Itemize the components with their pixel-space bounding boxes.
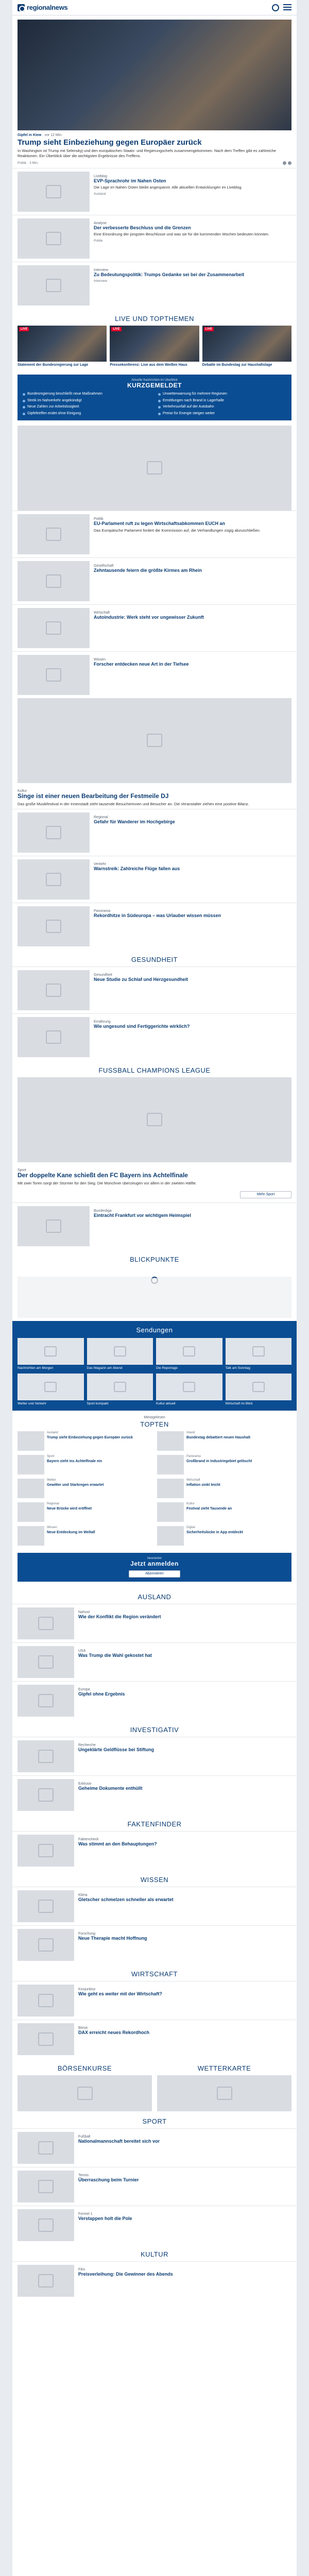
sendung-thumbnail[interactable] (87, 1338, 153, 1365)
topten-text[interactable] (186, 1502, 232, 1522)
boersen-wetter (12, 2058, 297, 2111)
faktenfinder-title: FAKTENFINDER (127, 1820, 182, 1828)
sendung-card[interactable] (226, 1374, 292, 1406)
newsletter-label: Newsletter (147, 1557, 162, 1561)
champions-kicker: Sport (18, 1168, 26, 1172)
topten-text[interactable] (186, 1479, 220, 1498)
topten-kicker: Ausland (47, 1431, 58, 1435)
investigativ-title: INVESTIGATIV (130, 1726, 179, 1734)
article-row[interactable] (12, 903, 297, 950)
article-row[interactable] (12, 967, 297, 1013)
gesundheit-title: GESUNDHEIT (131, 955, 178, 963)
kurzgemeldet-item[interactable]: Verkehrsunfall auf der Autobahn (158, 405, 286, 410)
logo-icon (18, 4, 25, 11)
topten-kicker: Wirtschaft (186, 1479, 200, 1482)
article-text (78, 2209, 291, 2241)
lead-kicker: Gipfel in Kiew · vor 12 Min. (18, 133, 63, 137)
article-text (78, 1890, 291, 1922)
article-kicker: Ernährung (94, 1020, 111, 1024)
article-thumbnail[interactable] (18, 218, 90, 259)
article-text (78, 1685, 291, 1717)
wide-image[interactable] (18, 426, 291, 511)
sendung-card[interactable] (18, 1374, 84, 1406)
article-thumbnail[interactable] (18, 265, 90, 306)
article-kicker: Wirtschaft (94, 611, 110, 615)
article-thumbnail[interactable] (18, 1835, 74, 1867)
wissen-title: WISSEN (140, 1876, 169, 1884)
article-thumbnail[interactable] (18, 2171, 74, 2202)
live-section-title: LIVE UND TOPTHEMEN (115, 314, 194, 323)
newsletter-title: Jetzt anmelden (130, 1560, 179, 1568)
kurzgemeldet-item[interactable]: Unwetterwarnung für mehrere Regionen (158, 392, 286, 397)
article-thumbnail[interactable] (18, 1685, 74, 1717)
topten-kicker: Regional (47, 1502, 59, 1506)
article-thumbnail[interactable] (18, 172, 90, 212)
topten-title[interactable]: Neue Entdeckung im Weltall (47, 1530, 95, 1534)
article-kicker: Liveblog (94, 174, 108, 178)
article-text (94, 218, 291, 259)
bookmark-icon[interactable] (288, 161, 291, 165)
sendung-card[interactable] (156, 1374, 222, 1406)
article-title[interactable]: Was Trump die Wahl gekostet hat (78, 1653, 152, 1658)
sendung-caption[interactable]: Wirtschaft im Blick (225, 1401, 253, 1405)
live-video-thumbnail[interactable] (110, 326, 199, 362)
article-thumbnail[interactable] (18, 514, 90, 554)
article-kicker: Nahost (78, 1611, 90, 1615)
sendung-caption[interactable]: Kultur aktuell (156, 1401, 176, 1405)
sendung-thumbnail[interactable] (156, 1338, 222, 1365)
article-thumbnail[interactable] (18, 1929, 74, 1961)
article-meta: Ausland (94, 192, 106, 196)
topten-text[interactable] (47, 1526, 95, 1546)
topten-text[interactable] (47, 1431, 133, 1451)
article-text (94, 859, 291, 900)
newsletter-button[interactable]: Abonnieren (129, 1570, 180, 1578)
article-title[interactable]: Was stimmt an den Behauptungen? (78, 1841, 157, 1847)
topten-title[interactable]: Festival zieht Tausende an (186, 1506, 232, 1511)
lead-image (18, 20, 291, 130)
topten-title[interactable]: Bundestag debattiert neuen Haushalt (186, 1435, 251, 1439)
wetter-widget[interactable] (157, 2075, 291, 2111)
article-text (94, 1017, 291, 1057)
topten-title[interactable]: Trump sieht Einbeziehung gegen Europäer zurück (47, 1435, 133, 1439)
champions-article[interactable] (12, 1162, 297, 1188)
sendung-caption[interactable]: Sport kompakt (87, 1401, 109, 1405)
article-kicker: Gesundheit (94, 973, 112, 977)
article-title[interactable]: Gefahr für Wanderer im Hochgebirge (94, 819, 175, 824)
sendung-caption[interactable]: Talk am Sonntag (225, 1366, 250, 1370)
article-title[interactable]: Rekordhitze in Südeuropa – was Urlauber wissen müssen (94, 912, 221, 918)
sendungen-band (12, 1321, 297, 1411)
article-thumbnail[interactable] (18, 2265, 74, 2297)
article-kicker: Konjunktur (78, 1988, 96, 1992)
topten-item[interactable] (18, 1479, 152, 1498)
article-thumbnail[interactable] (18, 1740, 74, 1772)
kurzgemeldet-item[interactable]: Neue Zahlen zur Arbeitslosigkeit (23, 405, 151, 410)
sendung-caption[interactable]: Die Reportage (156, 1366, 178, 1370)
sendung-caption[interactable]: Das Magazin am Abend (87, 1366, 123, 1370)
article-row[interactable] (12, 262, 297, 309)
article-title[interactable]: Nationalmannschaft bereitet sich vor (78, 2139, 160, 2144)
site-logo[interactable] (18, 4, 67, 11)
article-title[interactable]: Zehntausende feiern die größte Kirmes am Rhein (94, 567, 202, 573)
article-kicker: Fußball (78, 2135, 91, 2139)
article-kicker: USA (78, 1649, 86, 1653)
wetter-title: WETTERKARTE (197, 2064, 251, 2073)
article-row[interactable] (12, 1604, 297, 1642)
sendungen-title: Sendungen (136, 1326, 173, 1334)
article-text (94, 906, 291, 946)
sport-title: SPORT (142, 2117, 167, 2126)
live-badge: LIVE (204, 327, 214, 331)
topten-item[interactable] (157, 1431, 291, 1451)
topten-thumbnail[interactable] (18, 1479, 44, 1498)
search-icon[interactable] (272, 4, 279, 11)
champions-title: FUSSBALL CHAMPIONS LEAGUE (98, 1066, 211, 1074)
sendung-thumbnail[interactable] (226, 1338, 292, 1365)
article-thumbnail[interactable] (18, 655, 90, 695)
topten-thumbnail[interactable] (157, 1455, 184, 1475)
article-teaser: Die Lage im Nahen Osten bleibt angespannt. Alle aktuellen Entwicklungen im Liveblog. (94, 185, 243, 190)
article-title[interactable]: Warnstreik: Zahlreiche Flüge fallen aus (94, 866, 180, 871)
article-title[interactable]: Verstappen holt die Pole (78, 2216, 132, 2222)
article-row[interactable] (12, 215, 297, 262)
article-title[interactable]: Wie der Konflikt die Region verändert (78, 1614, 161, 1620)
newsletter-box (18, 1553, 291, 1582)
article-kicker: Formel 1 (78, 2212, 93, 2216)
article-row[interactable] (12, 604, 297, 651)
live-video-thumbnail[interactable] (18, 326, 107, 362)
article-title[interactable]: Preisverleihung: Die Gewinner des Abends (78, 2272, 173, 2277)
topten-thumbnail[interactable] (18, 1455, 44, 1475)
article-kicker: Bundesliga (94, 1209, 112, 1213)
more-sport-button[interactable]: Mehr Sport (240, 1191, 291, 1198)
article-kicker: Klima (78, 1893, 88, 1897)
article-title[interactable]: Forscher entdecken neue Art in der Tiefsee (94, 661, 189, 667)
article-text (94, 561, 291, 601)
live-card[interactable] (202, 326, 291, 367)
article-kicker: Regional (94, 815, 108, 819)
topten-kicker: Digital (186, 1526, 195, 1530)
topten-text[interactable] (186, 1526, 243, 1546)
article-kicker: Politik (94, 517, 104, 521)
topten-item[interactable] (18, 1526, 152, 1546)
article-meta: Politik (94, 239, 103, 243)
article-thumbnail[interactable] (18, 1646, 74, 1678)
article-text (78, 2132, 291, 2164)
ausland-title: AUSLAND (138, 1593, 171, 1601)
article-kicker: Recherche (78, 1743, 96, 1748)
article-text (94, 1206, 291, 1246)
sendung-thumbnail[interactable] (226, 1374, 292, 1400)
article-text (78, 1779, 291, 1811)
topten-text[interactable] (47, 1455, 102, 1475)
article-title[interactable]: Wie geht es weiter mit der Wirtschaft? (78, 1991, 162, 1997)
live-card[interactable] (18, 326, 107, 367)
topten-title[interactable]: Sicherheitslücke in App entdeckt (186, 1530, 243, 1534)
article-kicker: Exklusiv (78, 1782, 92, 1786)
article-row[interactable] (12, 168, 297, 215)
topten-thumbnail[interactable] (157, 1479, 184, 1498)
article-kicker: Verkehr (94, 862, 107, 866)
menu-icon[interactable] (283, 4, 291, 10)
live-badge: LIVE (19, 327, 29, 331)
topten-kicker: Wissen (47, 1526, 57, 1530)
live-card-caption[interactable]: Debatte im Bundestag zur Haushaltslage (202, 363, 272, 367)
article-row[interactable] (12, 557, 297, 604)
article-row[interactable] (12, 1981, 297, 2020)
article-thumbnail[interactable] (18, 1890, 74, 1922)
article-thumbnail[interactable] (18, 859, 90, 900)
topten-title[interactable]: Großbrand in Industriegebiet gelöscht (186, 1459, 252, 1463)
topten-thumbnail[interactable] (157, 1526, 184, 1546)
kurzgemeldet-box (18, 375, 291, 420)
topten-item[interactable] (18, 1502, 152, 1522)
lead-meta: Politik · 3 Min. (18, 161, 291, 165)
article-row[interactable] (12, 1887, 297, 1925)
article-text (78, 1929, 291, 1961)
loading-spinner (151, 1277, 158, 1284)
article-text (78, 2023, 291, 2055)
live-card-caption[interactable]: Pressekonferenz: Live aus dem Weißen Haus (110, 363, 187, 367)
kurzgemeldet-item[interactable]: Ermittlungen nach Brand in Lagerhalle (158, 399, 286, 403)
kultur-title: KULTUR (140, 2250, 169, 2259)
article-row[interactable] (12, 1642, 297, 1681)
lead-title[interactable]: Trump sieht Einbeziehung gegen Europäer zurück (18, 138, 202, 147)
site-header (12, 0, 297, 15)
topten-title[interactable]: Inflation sinkt leicht (186, 1483, 220, 1487)
article-kicker: Forschung (78, 1932, 96, 1936)
lead-teaser: In Washington ist Trump mit Selenskyj und den europäischen Staats- und Regierungschefs zusammengekommen. Nach dem Treffen gibt es zahlreiche Reaktionen. Ein Überblick über die wichtigsten Ergebnisse des Treffens. (18, 148, 276, 159)
article-thumbnail[interactable] (18, 1779, 74, 1811)
topten-kicker: Kultur (186, 1502, 195, 1506)
kurzgemeldet-item[interactable]: Bundesregierung beschließt neue Maßnahmen (23, 392, 151, 397)
article-row[interactable] (12, 1013, 297, 1060)
champions-teaser: Mit zwei Toren sorgt der Stürmer für den Sieg. Die Münchner überzeugen vor allem in der zweiten Hälfte. (18, 1180, 197, 1185)
sendung-card[interactable] (87, 1338, 153, 1370)
article-thumbnail[interactable] (18, 561, 90, 601)
topten-kicker: Wetter (47, 1479, 56, 1482)
article-thumbnail[interactable] (18, 1985, 74, 2016)
logo-text: regionalnews (27, 4, 68, 11)
sendung-card[interactable] (226, 1338, 292, 1370)
article-row[interactable] (12, 809, 297, 856)
article-kicker: Film (78, 2268, 85, 2272)
topten-title[interactable]: Gewitter und Starkregen erwartet (47, 1483, 104, 1487)
topten-title[interactable]: Neue Brücke wird eröffnet (47, 1506, 92, 1511)
article-thumbnail[interactable] (18, 1607, 74, 1639)
topten-item[interactable] (18, 1455, 152, 1475)
article-kicker: Tennis (78, 2174, 89, 2178)
article-text (78, 1835, 291, 1867)
feature-kicker: Kultur (18, 789, 27, 793)
article-kicker: Interview (94, 268, 109, 272)
article-thumbnail[interactable] (18, 2132, 74, 2164)
topten-title: TOPTEN (140, 1420, 169, 1429)
article-teaser: Das Europäische Parlament fordert die Kommission auf, die Verhandlungen zügig abzuschließen. (94, 528, 261, 533)
wirtschaft-title: WIRTSCHAFT (131, 1970, 178, 1978)
article-title[interactable]: Gipfel ohne Ergebnis (78, 1691, 125, 1697)
article-row[interactable] (12, 1681, 297, 1720)
lead-article[interactable] (12, 15, 297, 168)
article-kicker: Analyse (94, 221, 107, 225)
sendung-card[interactable] (87, 1374, 153, 1406)
article-text (78, 1985, 291, 2016)
topten-kicker: Panorama (186, 1455, 201, 1459)
article-text (94, 608, 291, 648)
article-text (94, 172, 291, 212)
article-title[interactable]: Eintracht Frankfurt vor wichtigem Heimspiel (94, 1212, 192, 1218)
topten-kicker: Inland (186, 1431, 195, 1435)
topten-thumbnail[interactable] (18, 1431, 44, 1451)
topten-thumbnail[interactable] (157, 1502, 184, 1522)
article-title[interactable]: Gletscher schmelzen schneller als erwartet (78, 1897, 174, 1903)
article-kicker: Faktencheck (78, 1838, 99, 1842)
article-thumbnail[interactable] (18, 1206, 90, 1246)
sendung-thumbnail[interactable] (18, 1374, 84, 1400)
live-card[interactable] (110, 326, 199, 367)
article-row[interactable] (12, 1202, 297, 1249)
topten-item[interactable] (18, 1431, 152, 1451)
topten-item[interactable] (157, 1502, 291, 1522)
share-icon[interactable] (283, 161, 286, 165)
topten-thumbnail[interactable] (18, 1502, 44, 1522)
article-row[interactable] (12, 1775, 297, 1814)
article-title[interactable]: Neue Studie zu Schlaf und Herzgesundheit (94, 976, 188, 982)
article-kicker: Börse (78, 2026, 88, 2030)
topten-item[interactable] (157, 1455, 291, 1475)
article-kicker: Europa (78, 1688, 90, 1692)
article-title[interactable]: Autoindustrie: Werk steht vor ungewisser Zukunft (94, 614, 204, 620)
article-text (94, 655, 291, 695)
topten-kicker: Sport (47, 1455, 55, 1459)
champions-image[interactable] (18, 1077, 291, 1162)
article-thumbnail[interactable] (18, 608, 90, 648)
article-text (78, 2265, 291, 2297)
article-row[interactable] (12, 2020, 297, 2058)
blickpunkte-area (18, 1277, 291, 1318)
topten-text[interactable] (47, 1479, 104, 1498)
article-title[interactable]: Zu Bedeutungspolitik: Trumps Gedanke sei bei der Zusammenarbeit (94, 272, 245, 277)
article-kicker: Gesellschaft (94, 564, 114, 568)
live-card-caption[interactable]: Statement der Bundesregierung zur Lage (18, 363, 89, 367)
article-text (94, 265, 291, 306)
kurzgemeldet-item[interactable]: Gipfeltreffen endet ohne Einigung (23, 412, 151, 416)
article-text (78, 1607, 291, 1639)
article-title[interactable]: Neue Therapie macht Hoffnung (78, 1936, 147, 1941)
article-title[interactable]: EVP-Sprachrohr im Nahen Osten (94, 178, 166, 183)
sendung-caption[interactable]: Nachrichten am Morgen (18, 1366, 54, 1370)
live-badge: LIVE (111, 327, 121, 331)
topten-text[interactable] (186, 1431, 250, 1451)
article-text (94, 514, 291, 554)
article-row[interactable] (12, 511, 297, 557)
topten-thumbnail[interactable] (18, 1526, 44, 1546)
article-teaser: Eine Einordnung der jüngsten Beschlüsse und was sie für die kommenden Wochen bedeuten könnten. (94, 232, 269, 237)
article-text (78, 1740, 291, 1772)
topten-label: Meistgelesen (144, 1416, 165, 1420)
article-row[interactable] (12, 856, 297, 903)
article-row[interactable] (12, 2261, 297, 2300)
article-thumbnail[interactable] (18, 970, 90, 1010)
boersen-title: BÖRSENKURSE (57, 2064, 112, 2073)
article-row[interactable] (12, 651, 297, 698)
article-row[interactable] (12, 2206, 297, 2244)
article-text (78, 2171, 291, 2202)
sendung-card[interactable] (156, 1338, 222, 1370)
topten-item[interactable] (157, 1526, 291, 1546)
sendung-thumbnail[interactable] (18, 1338, 84, 1365)
article-meta: Interview (94, 279, 108, 283)
boersen-widget[interactable] (18, 2075, 152, 2111)
feature-title[interactable]: Singe ist einer neuen Bearbeitung der Festmeile DJ (18, 792, 169, 800)
article-row[interactable] (12, 2167, 297, 2206)
feature-image[interactable] (18, 698, 291, 783)
kurzgemeldet-item[interactable]: Streik im Nahverkehr angekündigt (23, 399, 151, 403)
article-text (94, 970, 291, 1010)
article-title[interactable]: Der verbesserte Beschluss und die Grenzen (94, 225, 191, 230)
article-row[interactable] (12, 1925, 297, 1964)
article-title[interactable]: Wie ungesund sind Fertiggerichte wirklich? (94, 1023, 190, 1029)
article-title[interactable]: Überraschung beim Turnier (78, 2177, 139, 2183)
topten-title[interactable]: Bayern zieht ins Achtelfinale ein (47, 1459, 102, 1463)
article-text (78, 1646, 291, 1678)
sendung-thumbnail[interactable] (87, 1374, 153, 1400)
article-kicker: Wissen (94, 657, 106, 662)
feature-teaser: Das große Musikfestival in der Innenstadt zieht tausende Besucherinnen und Besucher an. Die Veranstalter ziehen eine positive Bilanz. (18, 801, 249, 806)
article-thumbnail[interactable] (18, 2023, 74, 2055)
article-title[interactable]: Geheime Dokumente enthüllt (78, 1786, 143, 1791)
live-video-thumbnail[interactable] (202, 326, 291, 362)
feature-article[interactable] (12, 783, 297, 809)
blickpunkte-title: BLICKPUNKTE (130, 1255, 179, 1263)
sendung-caption[interactable]: Wetter und Verkehr (18, 1401, 46, 1405)
topten-text[interactable] (186, 1455, 252, 1475)
sendung-card[interactable] (18, 1338, 84, 1370)
topten-item[interactable] (157, 1479, 291, 1498)
article-thumbnail[interactable] (18, 812, 90, 853)
article-thumbnail[interactable] (18, 2209, 74, 2241)
article-thumbnail[interactable] (18, 1017, 90, 1057)
article-row[interactable] (12, 2128, 297, 2167)
article-row[interactable] (12, 1737, 297, 1775)
article-row[interactable] (12, 1831, 297, 1870)
article-text (94, 812, 291, 853)
kurzgemeldet-title: KURZGEMELDET (127, 381, 182, 389)
topten-text[interactable] (47, 1502, 92, 1522)
article-title[interactable]: Ungeklärte Geldflüsse bei Stiftung (78, 1747, 154, 1753)
kurzgemeldet-label: Aktuelle Nachrichten im Überblick (131, 378, 178, 382)
page (12, 0, 297, 2576)
article-title[interactable]: DAX erreicht neues Rekordhoch (78, 2030, 150, 2036)
sendung-thumbnail[interactable] (156, 1374, 222, 1400)
topten-thumbnail[interactable] (157, 1431, 184, 1451)
article-title[interactable]: EU-Parlament ruft zu legen Wirtschaftsabkommen EUCH an (94, 520, 225, 526)
article-kicker: Panorama (94, 909, 111, 913)
kurzgemeldet-item[interactable]: Preise für Energie steigen weiter (158, 412, 286, 416)
champions-headline[interactable]: Der doppelte Kane schießt den FC Bayern ins Achtelfinale (18, 1171, 188, 1179)
article-thumbnail[interactable] (18, 906, 90, 946)
